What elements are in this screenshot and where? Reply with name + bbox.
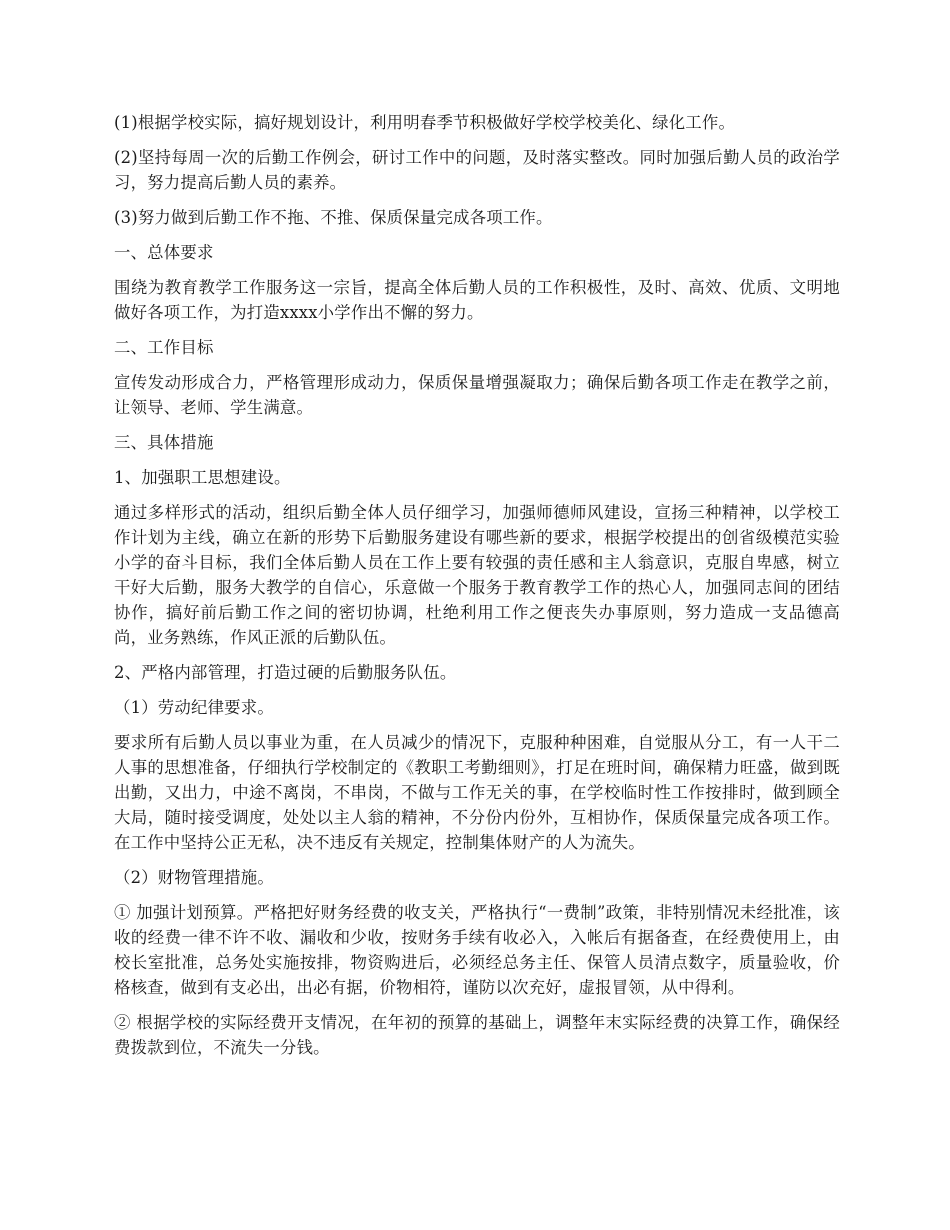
- subheading-labor-discipline: （1）劳动纪律要求。: [114, 698, 274, 717]
- section-heading-specific-measures: 三、具体措施: [114, 433, 214, 452]
- section-heading-overall-requirements: 一、总体要求: [114, 243, 214, 262]
- paragraph-item-3: (3)努力做到后勤工作不拖、不推、保质保量完成各项工作。: [114, 208, 553, 227]
- subheading-ideology-building: 1、加强职工思想建设。: [114, 468, 291, 487]
- paragraph-ideology-building: 通过多样形式的活动，组织后勤全体人员仔细学习，加强师德师风建设，宣扬三种精神，以学校工作计划为主线，确立在新的形势下后勤服务建设有哪些新的要求，根据学校提出的创省级模范实验小学的奋斗目标，我们全体后勤人员在工作上要有较强的责任感和主人翁意识，克服自卑感，树立干好大后勤，服务大教学的自信心，乐意做一个服务于教育教学工作的热心人，加强同志间的团结协作，搞好前后勤工作之间的密切协调，杜绝利用工作之便丧失办事原则，努力造成一支品德高尚，业务熟练，作风正派的后勤队伍。: [114, 503, 840, 647]
- paragraph-labor-discipline: 要求所有后勤人员以事业为重，在人员减少的情况下，克服种种困难，自觉服从分工，有一人干二人事的思想准备，仔细执行学校制定的《教职工考勤细则》，打足在班时间，确保精力旺盛，做到既出勤，又出力，中途不离岗，不串岗，不做与工作无关的事，在学校临时性工作按排时，做到顾全大局，随时接受调度，处处以主人翁的精神，不分份内份外，互相协作，保质保量完成各项工作。在工作中坚持公正无私，决不违反有关规定，控制集体财产的人为流失。: [114, 733, 840, 852]
- paragraph-work-goals: 宣传发动形成合力，严格管理形成动力，保质保量增强凝取力；确保后勤各项工作走在教学之前，让领导、老师、学生满意。: [114, 373, 840, 417]
- paragraph-overall-requirements: 围绕为教育教学工作服务这一宗旨，提高全体后勤人员的工作积极性，及时、高效、优质、文明地做好各项工作，为打造xxxx小学作出不懈的努力。: [114, 278, 840, 322]
- subheading-internal-management: 2、严格内部管理，打造过硬的后勤服务队伍。: [114, 663, 457, 682]
- subheading-property-management: （2）财物管理措施。: [114, 868, 274, 887]
- paragraph-item-2: (2)坚持每周一次的后勤工作例会，研讨工作中的问题，及时落实整改。同时加强后勤人员的政治学习，努力提高后勤人员的素养。: [114, 148, 840, 192]
- paragraph-final-accounts: ② 根据学校的实际经费开支情况，在年初的预算的基础上，调整年末实际经费的决算工作，确保经费拨款到位，不流失一分钱。: [114, 1013, 840, 1057]
- document-body: [114, 110, 840, 1070]
- paragraph-item-1: (1)根据学校实际，搞好规划设计，利用明春季节积极做好学校学校美化、绿化工作。: [114, 113, 736, 132]
- paragraph-budget-planning: ① 加强计划预算。严格把好财务经费的收支关，严格执行“一费制”政策，非特别情况未经批准，该收的经费一律不许不收、漏收和少收，按财务手续有收必入，入帐后有据备查，在经费使用上，由校长室批准，总务处实施按排，物资购进后，必须经总务主任、保管人员清点数字，质量验收，价格核查，做到有支必出，出必有据，价物相符，谨防以次充好，虚报冒领，从中得利。: [114, 903, 840, 997]
- section-heading-work-goals: 二、工作目标: [114, 338, 214, 357]
